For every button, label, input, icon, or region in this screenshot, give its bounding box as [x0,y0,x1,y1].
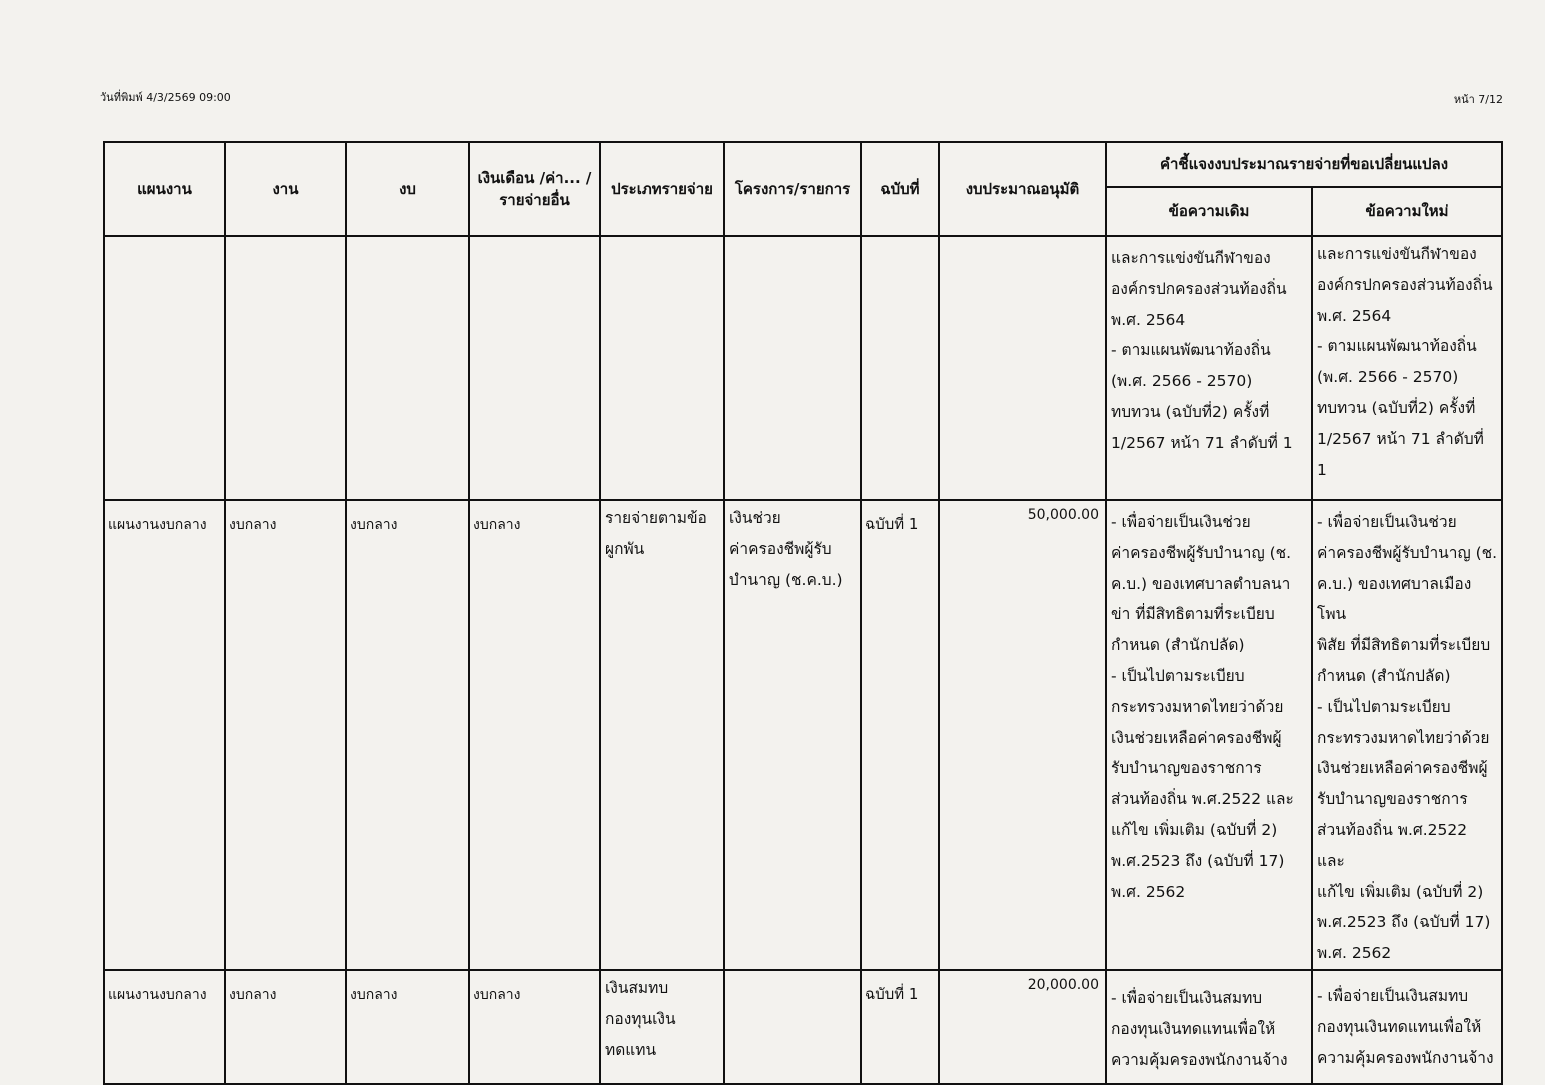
header-approved: งบประมาณอนุมัติ [939,142,1106,236]
header-budget: งบ [346,142,469,236]
cell-salary [469,236,600,500]
table-row [104,970,1502,1084]
cell-budget: งบกลาง [346,970,469,1084]
cell-version: ฉบับที่ 1 [861,970,939,1084]
cell-approved: 20,000.00 [939,970,1106,1084]
header-old-text: ข้อความเดิม [1106,187,1312,236]
cell-budget: งบกลาง [346,500,469,970]
header-plan: แผนงาน [104,142,225,236]
cell-new-text: - เพื่อจ่ายเป็นเงินสมทบ กองทุนเงินทดแทนเพื่อให้ ความคุ้มครองพนักงานจ้าง [1312,970,1502,1084]
cell-approved: 50,000.00 [939,500,1106,970]
cell-plan: แผนงานงบกลาง [104,970,225,1084]
cell-approved [939,236,1106,500]
cell-work [225,236,346,500]
cell-old-text: - เพื่อจ่ายเป็นเงินสมทบ กองทุนเงินทดแทนเพื่อให้ ความคุ้มครองพนักงานจ้าง [1106,970,1312,1084]
header-version: ฉบับที่ [861,142,939,236]
cell-plan: แผนงานงบกลาง [104,500,225,970]
cell-plan [104,236,225,500]
cell-expense-type: เงินสมทบ กองทุนเงิน ทดแทน [600,970,724,1084]
cell-expense-type: รายจ่ายตามข้อ ผูกพัน [600,500,724,970]
cell-expense-type [600,236,724,500]
cell-work: งบกลาง [225,500,346,970]
page-number: หน้า 7/12 [1453,93,1503,106]
header-expense-type: ประเภทรายจ่าย [600,142,724,236]
cell-version: ฉบับที่ 1 [861,500,939,970]
cell-salary: งบกลาง [469,970,600,1084]
cell-old-text: - เพื่อจ่ายเป็นเงินช่วย ค่าครองชีพผู้รับบำนาญ (ช. ค.บ.) ของเทศบาลตำบลนา ข่า ที่มีสิทธิตามที่ระเบียบ กำหนด (สำนักปลัด) - เป็นไปตามระเบียบ กระทรวงมหาดไทยว่าด้วย เงินช่วยเหลือค่าครองชีพผู้ รับบำนาญของราชการ ส่วนท้องถิ่น พ.ศ.2522 และ แก้ไข เพิ่มเติม (ฉบับที่ 2) พ.ศ.2523 ถึง (ฉบับที่ 17) พ.ศ. 2562 [1106,500,1312,970]
header-explanation: คำชี้แจงงบประมาณรายจ่ายที่ขอเปลี่ยนแปลง [1106,142,1502,187]
header-project: โครงการ/รายการ [724,142,861,236]
cell-new-text: และการแข่งขันกีฬาของ องค์กรปกครองส่วนท้องถิ่น พ.ศ. 2564 - ตามแผนพัฒนาท้องถิ่น (พ.ศ. 2566 - 2570) ทบทวน (ฉบับที่2) ครั้งที่ 1/2567 หน้า 71 ลำดับที่ 1 [1312,236,1502,500]
table-row [104,236,1502,500]
cell-old-text: และการแข่งขันกีฬาของ องค์กรปกครองส่วนท้องถิ่น พ.ศ. 2564 - ตามแผนพัฒนาท้องถิ่น (พ.ศ. 2566 - 2570) ทบทวน (ฉบับที่2) ครั้งที่ 1/2567 หน้า 71 ลำดับที่ 1 [1106,236,1312,500]
cell-work: งบกลาง [225,970,346,1084]
print-date: วันที่พิมพ์ 4/3/2569 09:00 [100,91,231,104]
header-new-text: ข้อความใหม่ [1312,187,1502,236]
header-work: งาน [225,142,346,236]
cell-salary: งบกลาง [469,500,600,970]
cell-budget [346,236,469,500]
cell-project: เงินช่วย ค่าครองชีพผู้รับ บำนาญ (ช.ค.บ.) [724,500,861,970]
budget-change-table [103,141,1503,1085]
cell-new-text: - เพื่อจ่ายเป็นเงินช่วย ค่าครองชีพผู้รับบำนาญ (ช. ค.บ.) ของเทศบาลเมืองโพน พิสัย ที่มีสิทธิตามที่ระเบียบ กำหนด (สำนักปลัด) - เป็นไปตามระเบียบ กระทรวงมหาดไทยว่าด้วย เงินช่วยเหลือค่าครองชีพผู้ รับบำนาญของราชการ ส่วนท้องถิ่น พ.ศ.2522 และ แก้ไข เพิ่มเติม (ฉบับที่ 2) พ.ศ.2523 ถึง (ฉบับที่ 17) พ.ศ. 2562 [1312,500,1502,970]
cell-version [861,236,939,500]
cell-project [724,236,861,500]
cell-project [724,970,861,1084]
table-row [104,500,1502,970]
header-salary: เงินเดือน /ค่า... / รายจ่ายอื่น [469,142,600,236]
